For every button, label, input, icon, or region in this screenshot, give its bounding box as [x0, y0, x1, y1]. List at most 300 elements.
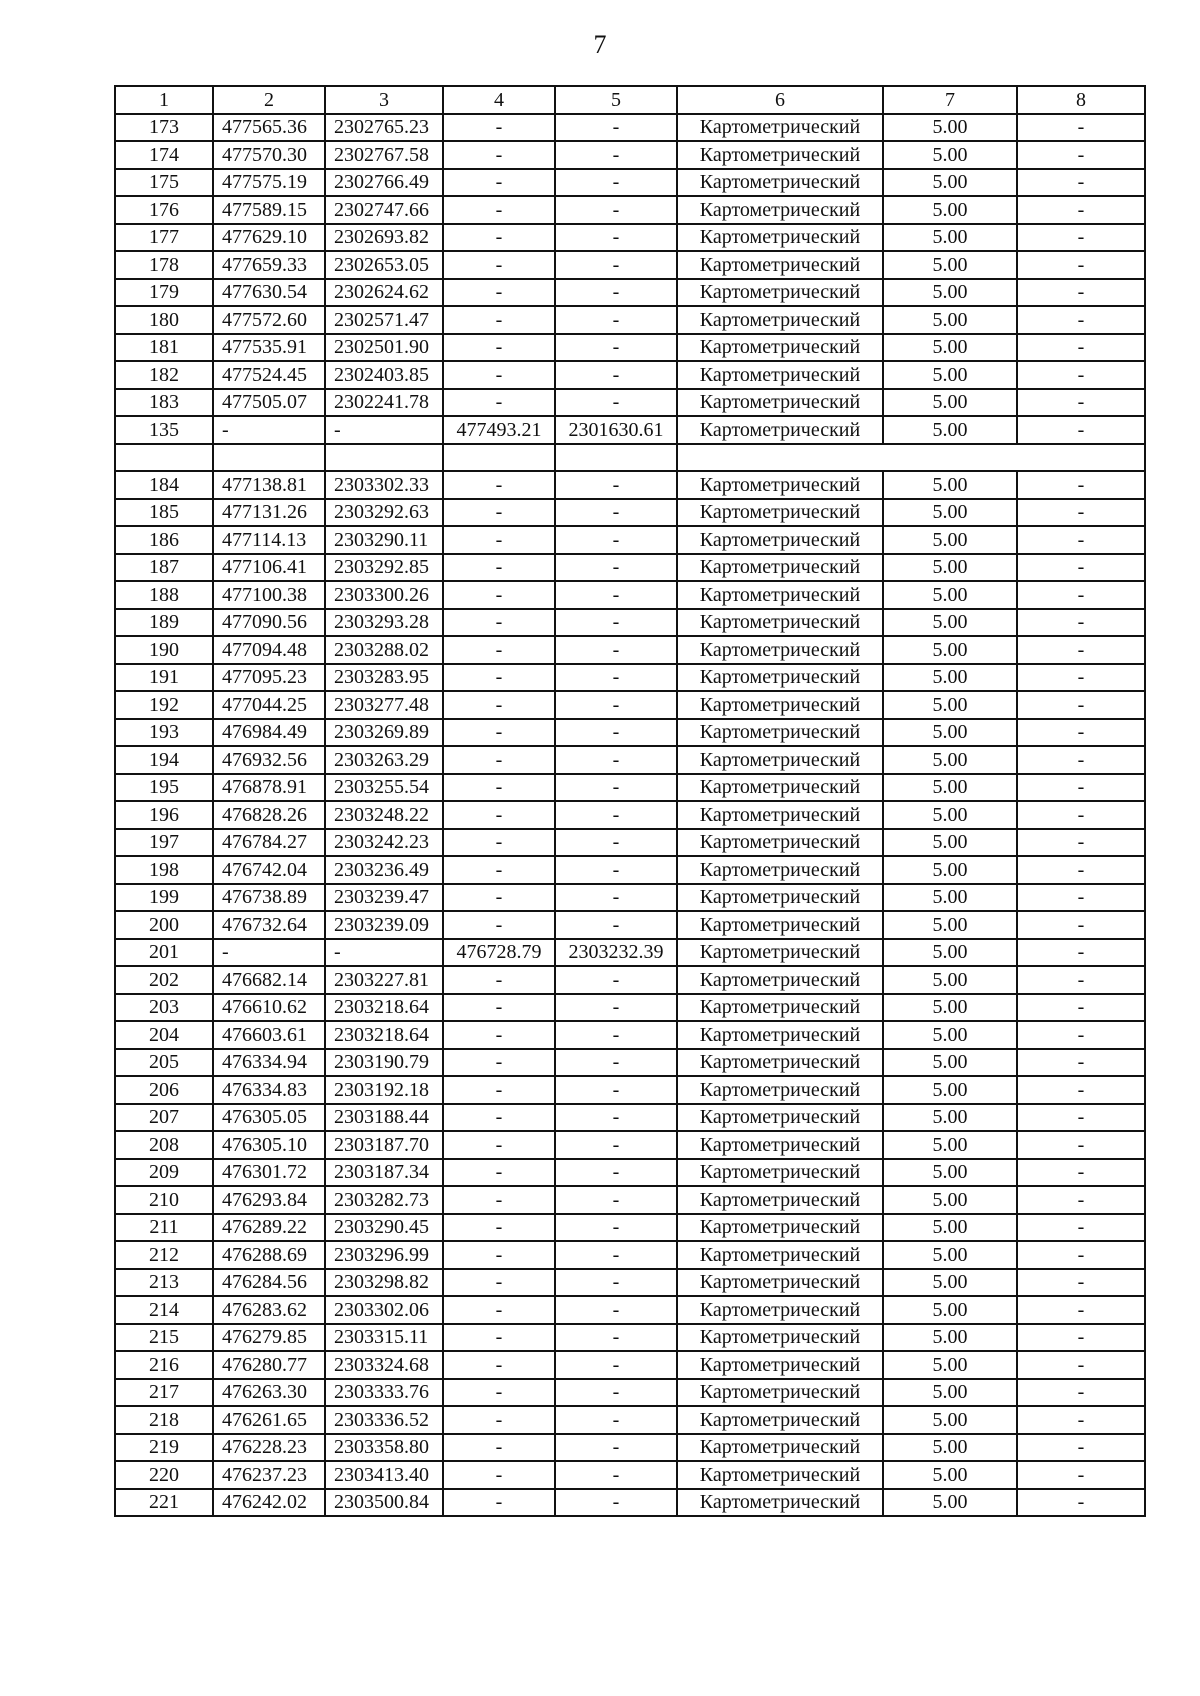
cell-point-number: 190: [115, 636, 213, 664]
coordinates-table: [114, 85, 1146, 1517]
cell-accuracy: 5.00: [883, 554, 1017, 582]
cell-y-coordinate: 2303282.73: [325, 1186, 443, 1214]
cell-y-coordinate: 2302693.82: [325, 224, 443, 252]
cell-method: Картометрический: [677, 196, 883, 224]
cell-y-coordinate: 2302765.23: [325, 114, 443, 142]
cell-y-coordinate-alt: -: [555, 1131, 677, 1159]
table-header-row: [115, 86, 1145, 114]
cell-y-coordinate: 2303324.68: [325, 1351, 443, 1379]
cell-x-coordinate: 476263.30: [213, 1379, 325, 1407]
cell-y-coordinate-alt: -: [555, 196, 677, 224]
cell-x-coordinate-alt: -: [443, 1131, 555, 1159]
cell-y-coordinate-alt: -: [555, 279, 677, 307]
cell-x-coordinate-alt: -: [443, 719, 555, 747]
cell-y-coordinate: 2303187.34: [325, 1159, 443, 1187]
empty-cell: [555, 444, 677, 472]
cell-point-number: 212: [115, 1241, 213, 1269]
cell-accuracy: 5.00: [883, 1324, 1017, 1352]
cell-method: Картометрический: [677, 609, 883, 637]
cell-accuracy: 5.00: [883, 1269, 1017, 1297]
cell-accuracy: 5.00: [883, 939, 1017, 967]
cell-method: Картометрический: [677, 1351, 883, 1379]
cell-point-number: 203: [115, 994, 213, 1022]
cell-x-coordinate: 476289.22: [213, 1214, 325, 1242]
cell-y-coordinate-alt: -: [555, 499, 677, 527]
cell-description: -: [1017, 609, 1145, 637]
cell-accuracy: 5.00: [883, 1434, 1017, 1462]
cell-x-coordinate-alt: -: [443, 251, 555, 279]
cell-point-number: 177: [115, 224, 213, 252]
cell-accuracy: 5.00: [883, 169, 1017, 197]
cell-x-coordinate: 477524.45: [213, 361, 325, 389]
cell-description: -: [1017, 1489, 1145, 1517]
cell-accuracy: 5.00: [883, 141, 1017, 169]
cell-description: -: [1017, 664, 1145, 692]
cell-method: Картометрический: [677, 856, 883, 884]
cell-description: -: [1017, 939, 1145, 967]
cell-point-number: 186: [115, 526, 213, 554]
cell-point-number: 220: [115, 1461, 213, 1489]
cell-y-coordinate: 2303293.28: [325, 609, 443, 637]
cell-y-coordinate-alt: -: [555, 719, 677, 747]
cell-y-coordinate-alt: -: [555, 856, 677, 884]
cell-method: Картометрический: [677, 169, 883, 197]
cell-y-coordinate-alt: -: [555, 691, 677, 719]
cell-x-coordinate: 477575.19: [213, 169, 325, 197]
table-row: [115, 581, 1145, 609]
cell-y-coordinate: 2303187.70: [325, 1131, 443, 1159]
cell-point-number: 185: [115, 499, 213, 527]
cell-y-coordinate-alt: -: [555, 389, 677, 417]
table-row: [115, 829, 1145, 857]
cell-method: Картометрический: [677, 114, 883, 142]
cell-x-coordinate: 477589.15: [213, 196, 325, 224]
cell-description: -: [1017, 499, 1145, 527]
cell-x-coordinate-alt: -: [443, 1021, 555, 1049]
column-header: 4: [443, 86, 555, 114]
cell-x-coordinate-alt: -: [443, 1214, 555, 1242]
cell-description: -: [1017, 1159, 1145, 1187]
cell-point-number: 214: [115, 1296, 213, 1324]
cell-method: Картометрический: [677, 581, 883, 609]
cell-accuracy: 5.00: [883, 1076, 1017, 1104]
cell-y-coordinate: 2303302.33: [325, 471, 443, 499]
cell-point-number: 195: [115, 774, 213, 802]
cell-accuracy: 5.00: [883, 856, 1017, 884]
cell-y-coordinate: 2303236.49: [325, 856, 443, 884]
cell-x-coordinate-alt: -: [443, 664, 555, 692]
cell-accuracy: 5.00: [883, 499, 1017, 527]
cell-method: Картометрический: [677, 829, 883, 857]
cell-x-coordinate: 476288.69: [213, 1241, 325, 1269]
table-row: [115, 361, 1145, 389]
cell-x-coordinate: 476283.62: [213, 1296, 325, 1324]
cell-method: Картометрический: [677, 554, 883, 582]
cell-point-number: 215: [115, 1324, 213, 1352]
cell-description: -: [1017, 884, 1145, 912]
cell-description: -: [1017, 801, 1145, 829]
column-header: 1: [115, 86, 213, 114]
cell-x-coordinate-alt: -: [443, 1186, 555, 1214]
cell-method: Картометрический: [677, 1021, 883, 1049]
cell-y-coordinate-alt: -: [555, 1104, 677, 1132]
table-row: [115, 334, 1145, 362]
cell-point-number: 173: [115, 114, 213, 142]
table-row: [115, 1461, 1145, 1489]
cell-description: -: [1017, 306, 1145, 334]
cell-accuracy: 5.00: [883, 1296, 1017, 1324]
cell-x-coordinate-alt: -: [443, 1461, 555, 1489]
cell-x-coordinate-alt: -: [443, 526, 555, 554]
table-row: [115, 1131, 1145, 1159]
table-row: [115, 774, 1145, 802]
cell-y-coordinate-alt: -: [555, 554, 677, 582]
cell-method: Картометрический: [677, 746, 883, 774]
cell-y-coordinate: 2303290.45: [325, 1214, 443, 1242]
cell-method: Картометрический: [677, 1214, 883, 1242]
cell-y-coordinate-alt: -: [555, 1434, 677, 1462]
cell-description: -: [1017, 389, 1145, 417]
cell-x-coordinate: 476284.56: [213, 1269, 325, 1297]
cell-y-coordinate-alt: -: [555, 526, 677, 554]
cell-x-coordinate: 476279.85: [213, 1324, 325, 1352]
cell-accuracy: 5.00: [883, 306, 1017, 334]
cell-x-coordinate: 477106.41: [213, 554, 325, 582]
cell-y-coordinate-alt: -: [555, 1296, 677, 1324]
cell-point-number: 216: [115, 1351, 213, 1379]
cell-y-coordinate: 2303302.06: [325, 1296, 443, 1324]
column-header: 6: [677, 86, 883, 114]
cell-method: Картометрический: [677, 1186, 883, 1214]
cell-accuracy: 5.00: [883, 224, 1017, 252]
cell-description: -: [1017, 526, 1145, 554]
cell-x-coordinate: 477535.91: [213, 334, 325, 362]
cell-y-coordinate-alt: -: [555, 306, 677, 334]
cell-point-number: 180: [115, 306, 213, 334]
cell-x-coordinate: 476261.65: [213, 1406, 325, 1434]
cell-point-number: 207: [115, 1104, 213, 1132]
cell-x-coordinate: 476305.10: [213, 1131, 325, 1159]
cell-x-coordinate: 476682.14: [213, 966, 325, 994]
cell-method: Картометрический: [677, 526, 883, 554]
table-row: [115, 169, 1145, 197]
cell-description: -: [1017, 829, 1145, 857]
cell-point-number: 194: [115, 746, 213, 774]
cell-x-coordinate: 476828.26: [213, 801, 325, 829]
cell-x-coordinate-alt: -: [443, 1104, 555, 1132]
cell-y-coordinate-alt: -: [555, 801, 677, 829]
cell-accuracy: 5.00: [883, 334, 1017, 362]
cell-y-coordinate: 2302571.47: [325, 306, 443, 334]
table-row: [115, 196, 1145, 224]
cell-method: Картометрический: [677, 884, 883, 912]
cell-x-coordinate: 476305.05: [213, 1104, 325, 1132]
cell-method: Картометрический: [677, 719, 883, 747]
cell-x-coordinate: 477570.30: [213, 141, 325, 169]
cell-accuracy: 5.00: [883, 1406, 1017, 1434]
cell-y-coordinate: 2303336.52: [325, 1406, 443, 1434]
cell-method: Картометрический: [677, 939, 883, 967]
cell-y-coordinate-alt: -: [555, 1076, 677, 1104]
cell-x-coordinate-alt: -: [443, 306, 555, 334]
cell-x-coordinate: 477095.23: [213, 664, 325, 692]
cell-y-coordinate-alt: -: [555, 1241, 677, 1269]
cell-description: -: [1017, 224, 1145, 252]
cell-y-coordinate-alt: -: [555, 1461, 677, 1489]
cell-y-coordinate: 2303263.29: [325, 746, 443, 774]
cell-y-coordinate: 2303218.64: [325, 1021, 443, 1049]
cell-method: Картометрический: [677, 994, 883, 1022]
cell-method: Картометрический: [677, 774, 883, 802]
cell-accuracy: 5.00: [883, 1351, 1017, 1379]
cell-x-coordinate-alt: -: [443, 1351, 555, 1379]
cell-point-number: 182: [115, 361, 213, 389]
empty-cell: [213, 444, 325, 472]
cell-description: -: [1017, 169, 1145, 197]
cell-description: -: [1017, 554, 1145, 582]
cell-y-coordinate-alt: -: [555, 141, 677, 169]
table-row: [115, 609, 1145, 637]
cell-y-coordinate-alt: -: [555, 664, 677, 692]
cell-description: -: [1017, 1324, 1145, 1352]
cell-accuracy: 5.00: [883, 801, 1017, 829]
table-row: [115, 1076, 1145, 1104]
cell-x-coordinate: 476301.72: [213, 1159, 325, 1187]
cell-point-number: 201: [115, 939, 213, 967]
cell-x-coordinate: 477138.81: [213, 471, 325, 499]
table-row: [115, 911, 1145, 939]
cell-x-coordinate: 476228.23: [213, 1434, 325, 1462]
cell-y-coordinate-alt: -: [555, 581, 677, 609]
cell-description: -: [1017, 856, 1145, 884]
cell-description: -: [1017, 1406, 1145, 1434]
cell-point-number: 219: [115, 1434, 213, 1462]
cell-description: -: [1017, 1104, 1145, 1132]
cell-x-coordinate-alt: -: [443, 279, 555, 307]
cell-x-coordinate-alt: -: [443, 609, 555, 637]
cell-x-coordinate-alt: -: [443, 499, 555, 527]
cell-accuracy: 5.00: [883, 994, 1017, 1022]
cell-x-coordinate-alt: -: [443, 1241, 555, 1269]
cell-y-coordinate: 2302747.66: [325, 196, 443, 224]
cell-y-coordinate-alt: -: [555, 471, 677, 499]
table-row: [115, 1186, 1145, 1214]
cell-point-number: 193: [115, 719, 213, 747]
cell-y-coordinate: 2303239.09: [325, 911, 443, 939]
table-row: [115, 664, 1145, 692]
cell-y-coordinate: 2303255.54: [325, 774, 443, 802]
cell-point-number: 187: [115, 554, 213, 582]
cell-method: Картометрический: [677, 306, 883, 334]
cell-point-number: 204: [115, 1021, 213, 1049]
cell-accuracy: 5.00: [883, 966, 1017, 994]
cell-method: Картометрический: [677, 1461, 883, 1489]
cell-method: Картометрический: [677, 966, 883, 994]
cell-method: Картометрический: [677, 334, 883, 362]
cell-description: -: [1017, 911, 1145, 939]
cell-y-coordinate: 2303190.79: [325, 1049, 443, 1077]
cell-x-coordinate: 476742.04: [213, 856, 325, 884]
cell-description: -: [1017, 279, 1145, 307]
cell-accuracy: 5.00: [883, 114, 1017, 142]
cell-y-coordinate-alt: -: [555, 1269, 677, 1297]
cell-x-coordinate: 476984.49: [213, 719, 325, 747]
cell-method: Картометрический: [677, 1406, 883, 1434]
cell-description: -: [1017, 966, 1145, 994]
cell-point-number: 221: [115, 1489, 213, 1517]
column-header: 7: [883, 86, 1017, 114]
cell-description: -: [1017, 1461, 1145, 1489]
cell-x-coordinate-alt: -: [443, 1049, 555, 1077]
column-header: 5: [555, 86, 677, 114]
table-row: [115, 471, 1145, 499]
cell-y-coordinate-alt: -: [555, 251, 677, 279]
cell-point-number: 191: [115, 664, 213, 692]
cell-point-number: 211: [115, 1214, 213, 1242]
cell-accuracy: 5.00: [883, 1241, 1017, 1269]
cell-method: Картометрический: [677, 911, 883, 939]
cell-y-coordinate: 2302241.78: [325, 389, 443, 417]
cell-method: Картометрический: [677, 224, 883, 252]
cell-x-coordinate: 477100.38: [213, 581, 325, 609]
cell-y-coordinate-alt: -: [555, 609, 677, 637]
cell-x-coordinate-alt: -: [443, 966, 555, 994]
cell-x-coordinate: 477572.60: [213, 306, 325, 334]
cell-y-coordinate-alt: -: [555, 636, 677, 664]
table-row: [115, 526, 1145, 554]
table-row: [115, 1296, 1145, 1324]
cell-y-coordinate-alt: -: [555, 1159, 677, 1187]
empty-cell: [115, 444, 213, 472]
cell-x-coordinate: 476738.89: [213, 884, 325, 912]
cell-y-coordinate-alt: -: [555, 774, 677, 802]
table-row: [115, 856, 1145, 884]
table-row: [115, 636, 1145, 664]
cell-x-coordinate-alt: -: [443, 1076, 555, 1104]
table-row: [115, 114, 1145, 142]
cell-x-coordinate-alt: -: [443, 801, 555, 829]
table-body: [115, 86, 1145, 1516]
cell-y-coordinate: 2303269.89: [325, 719, 443, 747]
cell-x-coordinate-alt: -: [443, 224, 555, 252]
cell-x-coordinate-alt: -: [443, 884, 555, 912]
cell-accuracy: 5.00: [883, 361, 1017, 389]
table-row: [115, 746, 1145, 774]
cell-accuracy: 5.00: [883, 609, 1017, 637]
cell-point-number: 183: [115, 389, 213, 417]
cell-y-coordinate-alt: -: [555, 1021, 677, 1049]
cell-x-coordinate-alt: -: [443, 1269, 555, 1297]
cell-x-coordinate: 477044.25: [213, 691, 325, 719]
column-header: 3: [325, 86, 443, 114]
table-row: [115, 306, 1145, 334]
cell-x-coordinate-alt: -: [443, 581, 555, 609]
cell-point-number: 206: [115, 1076, 213, 1104]
cell-description: -: [1017, 719, 1145, 747]
cell-x-coordinate: 476784.27: [213, 829, 325, 857]
cell-method: Картометрический: [677, 499, 883, 527]
cell-point-number: 184: [115, 471, 213, 499]
cell-accuracy: 5.00: [883, 884, 1017, 912]
cell-x-coordinate-alt: -: [443, 1489, 555, 1517]
table-row: [115, 554, 1145, 582]
cell-description: -: [1017, 746, 1145, 774]
cell-point-number: 192: [115, 691, 213, 719]
cell-y-coordinate: 2302653.05: [325, 251, 443, 279]
table-row: [115, 1104, 1145, 1132]
cell-y-coordinate-alt: -: [555, 1324, 677, 1352]
cell-y-coordinate: 2303358.80: [325, 1434, 443, 1462]
cell-description: -: [1017, 1296, 1145, 1324]
cell-point-number: 218: [115, 1406, 213, 1434]
cell-accuracy: 5.00: [883, 636, 1017, 664]
cell-x-coordinate: -: [213, 939, 325, 967]
table-row: [115, 801, 1145, 829]
cell-method: Картометрический: [677, 1241, 883, 1269]
cell-y-coordinate: 2303290.11: [325, 526, 443, 554]
cell-x-coordinate: 477659.33: [213, 251, 325, 279]
cell-x-coordinate-alt: -: [443, 114, 555, 142]
cell-y-coordinate-alt: 2303232.39: [555, 939, 677, 967]
cell-y-coordinate: 2303292.63: [325, 499, 443, 527]
table-row: [115, 279, 1145, 307]
cell-y-coordinate: 2302501.90: [325, 334, 443, 362]
cell-accuracy: 5.00: [883, 279, 1017, 307]
cell-accuracy: 5.00: [883, 1104, 1017, 1132]
table-row: [115, 1159, 1145, 1187]
cell-description: -: [1017, 361, 1145, 389]
cell-x-coordinate: 477090.56: [213, 609, 325, 637]
cell-x-coordinate: 476878.91: [213, 774, 325, 802]
cell-x-coordinate: 476334.94: [213, 1049, 325, 1077]
cell-description: -: [1017, 1379, 1145, 1407]
cell-y-coordinate: 2303413.40: [325, 1461, 443, 1489]
cell-y-coordinate: 2302624.62: [325, 279, 443, 307]
cell-point-number: 217: [115, 1379, 213, 1407]
cell-x-coordinate: 477565.36: [213, 114, 325, 142]
cell-accuracy: 5.00: [883, 829, 1017, 857]
table-row: [115, 251, 1145, 279]
cell-accuracy: 5.00: [883, 416, 1017, 444]
cell-y-coordinate-alt: -: [555, 884, 677, 912]
cell-method: Картометрический: [677, 389, 883, 417]
cell-point-number: 213: [115, 1269, 213, 1297]
cell-x-coordinate-alt: -: [443, 1324, 555, 1352]
table-row: [115, 884, 1145, 912]
cell-description: -: [1017, 1021, 1145, 1049]
cell-x-coordinate-alt: -: [443, 636, 555, 664]
cell-method: Картометрический: [677, 279, 883, 307]
cell-x-coordinate: 477505.07: [213, 389, 325, 417]
column-header: 8: [1017, 86, 1145, 114]
cell-y-coordinate-alt: -: [555, 334, 677, 362]
cell-accuracy: 5.00: [883, 1214, 1017, 1242]
cell-description: -: [1017, 1269, 1145, 1297]
table-row: [115, 141, 1145, 169]
cell-y-coordinate: 2303500.84: [325, 1489, 443, 1517]
cell-method: Картометрический: [677, 636, 883, 664]
cell-x-coordinate-alt: -: [443, 141, 555, 169]
cell-x-coordinate-alt: -: [443, 829, 555, 857]
table-row: [115, 1324, 1145, 1352]
cell-description: -: [1017, 1214, 1145, 1242]
cell-x-coordinate: 476334.83: [213, 1076, 325, 1104]
cell-point-number: 209: [115, 1159, 213, 1187]
cell-point-number: 176: [115, 196, 213, 224]
cell-x-coordinate-alt: -: [443, 1159, 555, 1187]
cell-x-coordinate: 476280.77: [213, 1351, 325, 1379]
cell-accuracy: 5.00: [883, 471, 1017, 499]
